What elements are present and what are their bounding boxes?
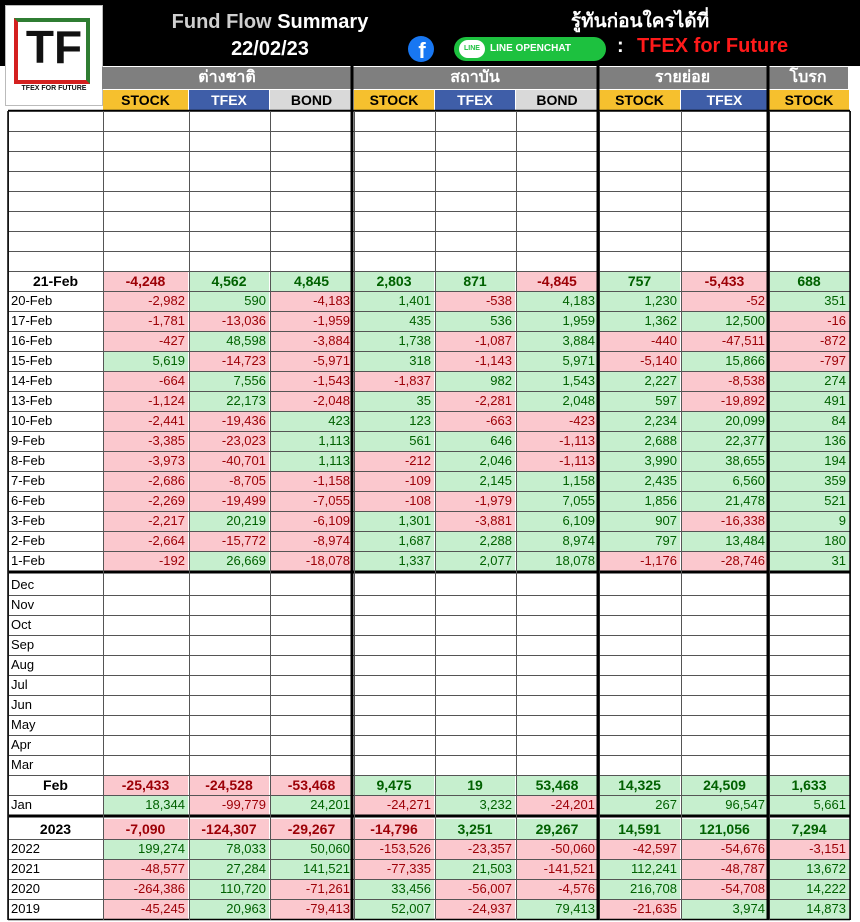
row-label: 8-Feb [11, 453, 45, 468]
row-label: 20-Feb [11, 293, 53, 308]
value-cell: -40,701 [189, 451, 269, 471]
value-cell: -538 [435, 291, 515, 311]
value-cell: 7,294 [769, 819, 849, 839]
value-cell: -2,982 [103, 291, 188, 311]
value-cell: -427 [103, 331, 188, 351]
value-cell: 6,109 [516, 511, 598, 531]
value-cell: 12,500 [681, 311, 768, 331]
value-cell: 797 [599, 531, 680, 551]
facebook-icon[interactable] [400, 35, 442, 63]
value-cell: -2,217 [103, 511, 188, 531]
value-cell: -16 [769, 311, 849, 331]
value-cell: 15,866 [681, 351, 768, 371]
value-cell: 8,974 [516, 531, 598, 551]
value-cell: 2,145 [435, 471, 515, 491]
value-cell: 53,468 [516, 775, 598, 795]
value-cell: -3,884 [270, 331, 353, 351]
value-cell: 141,521 [270, 859, 353, 879]
value-cell: 123 [354, 411, 434, 431]
value-cell: 5,661 [769, 795, 849, 815]
column-header: STOCK [599, 90, 680, 110]
value-cell: 20,219 [189, 511, 269, 531]
value-cell: 14,222 [769, 879, 849, 899]
value-cell: 20,099 [681, 411, 768, 431]
value-cell: 84 [769, 411, 849, 431]
logo [5, 5, 103, 106]
value-cell: -6,109 [270, 511, 353, 531]
column-header: TFEX [189, 90, 269, 110]
value-cell: -1,781 [103, 311, 188, 331]
value-cell: -1,837 [354, 371, 434, 391]
value-cell: -264,386 [103, 879, 188, 899]
column-header: BOND [270, 90, 353, 110]
value-cell: -8,974 [270, 531, 353, 551]
row-label: 3-Feb [11, 513, 45, 528]
value-cell: -5,971 [270, 351, 353, 371]
value-cell: -872 [769, 331, 849, 351]
value-cell: 180 [769, 531, 849, 551]
value-cell: -1,113 [516, 431, 598, 451]
channel-name: TFEX for Future [637, 35, 789, 57]
value-cell: 2,288 [435, 531, 515, 551]
row-label: 17-Feb [11, 313, 53, 328]
value-cell: 199,274 [103, 839, 188, 859]
column-header: TFEX [435, 90, 515, 110]
value-cell: 4,183 [516, 291, 598, 311]
value-cell: 33,456 [354, 879, 434, 899]
value-cell: 79,413 [516, 899, 598, 919]
row-label: Oct [11, 617, 32, 632]
value-cell: -79,413 [270, 899, 353, 919]
value-cell: -2,048 [270, 391, 353, 411]
row-label: Nov [11, 597, 35, 612]
value-cell: 521 [769, 491, 849, 511]
value-cell: -2,686 [103, 471, 188, 491]
value-cell: 7,055 [516, 491, 598, 511]
value-cell: -28,746 [681, 551, 768, 571]
value-cell: 52,007 [354, 899, 434, 919]
value-cell: -7,055 [270, 491, 353, 511]
row-label: May [11, 717, 36, 732]
value-cell: 7,556 [189, 371, 269, 391]
value-cell: 24,509 [681, 775, 768, 795]
value-cell: -1,959 [270, 311, 353, 331]
value-cell: 1,113 [270, 431, 353, 451]
value-cell: 3,990 [599, 451, 680, 471]
value-cell: 1,230 [599, 291, 680, 311]
value-cell: -124,307 [189, 819, 269, 839]
row-label: 15-Feb [11, 353, 53, 368]
value-cell: 2,077 [435, 551, 515, 571]
value-cell: -42,597 [599, 839, 680, 859]
row-label: 16-Feb [11, 333, 53, 348]
value-cell: -141,521 [516, 859, 598, 879]
value-cell: 31 [769, 551, 849, 571]
column-header: STOCK [354, 90, 434, 110]
group-header: โบรก [768, 67, 848, 89]
value-cell: 3,884 [516, 331, 598, 351]
value-cell: 597 [599, 391, 680, 411]
row-label: 2020 [11, 881, 40, 896]
header-bar [0, 0, 860, 66]
row-label: 13-Feb [11, 393, 53, 408]
value-cell: -23,357 [435, 839, 515, 859]
value-cell: -23,023 [189, 431, 269, 451]
value-cell: -21,635 [599, 899, 680, 919]
group-header: รายย่อย [598, 67, 767, 89]
report-date: 22/02/23 [231, 38, 309, 60]
value-cell: -99,779 [189, 795, 269, 815]
line-icon: LINE [459, 40, 485, 58]
value-cell: -47,511 [681, 331, 768, 351]
value-cell: 359 [769, 471, 849, 491]
value-cell: -2,441 [103, 411, 188, 431]
value-cell: -663 [435, 411, 515, 431]
value-cell: -4,576 [516, 879, 598, 899]
value-cell: -24,201 [516, 795, 598, 815]
value-cell: -16,338 [681, 511, 768, 531]
value-cell: 536 [435, 311, 515, 331]
value-cell: 216,708 [599, 879, 680, 899]
value-cell: -212 [354, 451, 434, 471]
value-cell: -1,087 [435, 331, 515, 351]
row-label: Sep [11, 637, 35, 652]
group-header: ต่างชาติ [102, 67, 352, 89]
value-cell: 1,362 [599, 311, 680, 331]
row-label: 10-Feb [11, 413, 53, 428]
value-cell: 757 [599, 271, 680, 291]
value-cell: 1,158 [516, 471, 598, 491]
value-cell: 4,845 [270, 271, 353, 291]
value-cell: -2,269 [103, 491, 188, 511]
value-cell: 4,562 [189, 271, 269, 291]
value-cell: 9,475 [354, 775, 434, 795]
value-cell: -52 [681, 291, 768, 311]
value-cell: 1,687 [354, 531, 434, 551]
value-cell: 22,173 [189, 391, 269, 411]
value-cell: 18,078 [516, 551, 598, 571]
value-cell: 1,401 [354, 291, 434, 311]
value-cell: -3,881 [435, 511, 515, 531]
value-cell: -1,158 [270, 471, 353, 491]
row-label: 2023 [39, 821, 72, 837]
value-cell: 491 [769, 391, 849, 411]
value-cell: 318 [354, 351, 434, 371]
row-label: 2019 [11, 901, 40, 916]
value-cell: -440 [599, 331, 680, 351]
value-cell: 646 [435, 431, 515, 451]
line-openchat-button[interactable]: LINE LINE OPENCHAT [454, 37, 606, 61]
column-header: TFEX [681, 90, 768, 110]
value-cell: 907 [599, 511, 680, 531]
value-cell: 2,234 [599, 411, 680, 431]
value-cell: -1,176 [599, 551, 680, 571]
value-cell: 871 [435, 271, 515, 291]
value-cell: 96,547 [681, 795, 768, 815]
column-header: BOND [516, 90, 598, 110]
svg-text:f: f [418, 38, 426, 63]
value-cell: -1,143 [435, 351, 515, 371]
row-label: Feb [43, 777, 68, 793]
value-cell: 18,344 [103, 795, 188, 815]
group-header: สถาบัน [353, 67, 597, 89]
value-cell: 1,543 [516, 371, 598, 391]
row-label: Aug [11, 657, 35, 672]
value-cell: 6,560 [681, 471, 768, 491]
value-cell: -13,036 [189, 311, 269, 331]
value-cell: 50,060 [270, 839, 353, 859]
value-cell: -1,979 [435, 491, 515, 511]
value-cell: 21,478 [681, 491, 768, 511]
value-cell: -2,281 [435, 391, 515, 411]
value-cell: 1,301 [354, 511, 434, 531]
value-cell: 5,619 [103, 351, 188, 371]
colon-separator: : [617, 35, 624, 57]
tagline: รู้ทันก่อนใครได้ที่ [570, 11, 710, 32]
row-label: 14-Feb [11, 373, 53, 388]
value-cell: -3,151 [769, 839, 849, 859]
value-cell: 2,048 [516, 391, 598, 411]
value-cell: -4,183 [270, 291, 353, 311]
value-cell: 423 [270, 411, 353, 431]
value-cell: -664 [103, 371, 188, 391]
value-cell: 21,503 [435, 859, 515, 879]
value-cell: -48,787 [681, 859, 768, 879]
value-cell: 1,633 [769, 775, 849, 795]
value-cell: -53,468 [270, 775, 353, 795]
row-label: 1-Feb [11, 553, 45, 568]
value-cell: -19,436 [189, 411, 269, 431]
value-cell: -3,973 [103, 451, 188, 471]
value-cell: -15,772 [189, 531, 269, 551]
value-cell: -797 [769, 351, 849, 371]
value-cell: 688 [769, 271, 849, 291]
value-cell: 3,232 [435, 795, 515, 815]
value-cell: -1,543 [270, 371, 353, 391]
value-cell: 110,720 [189, 879, 269, 899]
value-cell: 121,056 [681, 819, 768, 839]
value-cell: 1,738 [354, 331, 434, 351]
row-label: 2022 [11, 841, 40, 856]
row-label: Jul [11, 677, 28, 692]
value-cell: -4,248 [103, 271, 188, 291]
value-cell: 2,435 [599, 471, 680, 491]
value-cell: 24,201 [270, 795, 353, 815]
row-label: Jan [11, 797, 32, 812]
value-cell: 22,377 [681, 431, 768, 451]
value-cell: -71,261 [270, 879, 353, 899]
row-label: 21-Feb [32, 273, 79, 289]
value-cell: -5,433 [681, 271, 768, 291]
row-label: 2021 [11, 861, 40, 876]
value-cell: 78,033 [189, 839, 269, 859]
report-title: Fund Flow Summary [171, 11, 369, 33]
value-cell: -56,007 [435, 879, 515, 899]
value-cell: -18,078 [270, 551, 353, 571]
value-cell: -48,577 [103, 859, 188, 879]
row-label: Jun [11, 697, 32, 712]
value-cell: 351 [769, 291, 849, 311]
value-cell: -5,140 [599, 351, 680, 371]
value-cell: -14,723 [189, 351, 269, 371]
row-label: 6-Feb [11, 493, 45, 508]
value-cell: -7,090 [103, 819, 188, 839]
value-cell: -54,708 [681, 879, 768, 899]
value-cell: 14,591 [599, 819, 680, 839]
value-cell: 194 [769, 451, 849, 471]
value-cell: 2,688 [599, 431, 680, 451]
value-cell: -8,538 [681, 371, 768, 391]
value-cell: 3,974 [681, 899, 768, 919]
row-label: Apr [11, 737, 32, 752]
value-cell: 26,669 [189, 551, 269, 571]
value-cell: -50,060 [516, 839, 598, 859]
row-label: Dec [11, 577, 35, 592]
value-cell: 13,484 [681, 531, 768, 551]
value-cell: 29,267 [516, 819, 598, 839]
value-cell: 2,227 [599, 371, 680, 391]
value-cell: -14,796 [354, 819, 434, 839]
value-cell: -4,845 [516, 271, 598, 291]
value-cell: 20,963 [189, 899, 269, 919]
value-cell: -19,892 [681, 391, 768, 411]
value-cell: -29,267 [270, 819, 353, 839]
value-cell: -2,664 [103, 531, 188, 551]
value-cell: 27,284 [189, 859, 269, 879]
value-cell: -24,937 [435, 899, 515, 919]
value-cell: -77,335 [354, 859, 434, 879]
column-header: STOCK [769, 90, 849, 110]
value-cell: 19 [435, 775, 515, 795]
logo-subtitle: TFEX FOR FUTURE [21, 85, 87, 92]
value-cell: -153,526 [354, 839, 434, 859]
row-label: 7-Feb [11, 473, 45, 488]
value-cell: 2,803 [354, 271, 434, 291]
value-cell: -423 [516, 411, 598, 431]
value-cell: -3,385 [103, 431, 188, 451]
value-cell: 14,325 [599, 775, 680, 795]
value-cell: -1,124 [103, 391, 188, 411]
value-cell: 267 [599, 795, 680, 815]
value-cell: -1,113 [516, 451, 598, 471]
value-cell: 38,655 [681, 451, 768, 471]
value-cell: 48,598 [189, 331, 269, 351]
value-cell: 1,856 [599, 491, 680, 511]
value-cell: 9 [769, 511, 849, 531]
value-cell: -8,705 [189, 471, 269, 491]
value-cell: -54,676 [681, 839, 768, 859]
value-cell: -108 [354, 491, 434, 511]
value-cell: -19,499 [189, 491, 269, 511]
value-cell: 2,046 [435, 451, 515, 471]
value-cell: 435 [354, 311, 434, 331]
value-cell: -45,245 [103, 899, 188, 919]
column-header: STOCK [103, 90, 188, 110]
logo-text: TF [25, 21, 83, 73]
value-cell: 1,337 [354, 551, 434, 571]
value-cell: 1,959 [516, 311, 598, 331]
value-cell: 3,251 [435, 819, 515, 839]
row-label: 9-Feb [11, 433, 45, 448]
value-cell: 13,672 [769, 859, 849, 879]
value-cell: 274 [769, 371, 849, 391]
value-cell: 1,113 [270, 451, 353, 471]
value-cell: -24,528 [189, 775, 269, 795]
value-cell: -192 [103, 551, 188, 571]
value-cell: 590 [189, 291, 269, 311]
value-cell: 14,873 [769, 899, 849, 919]
value-cell: -24,271 [354, 795, 434, 815]
value-cell: 136 [769, 431, 849, 451]
row-label: 2-Feb [11, 533, 45, 548]
value-cell: 5,971 [516, 351, 598, 371]
value-cell: 35 [354, 391, 434, 411]
value-cell: -109 [354, 471, 434, 491]
row-label: Mar [11, 757, 34, 772]
value-cell: 982 [435, 371, 515, 391]
value-cell: 561 [354, 431, 434, 451]
value-cell: 112,241 [599, 859, 680, 879]
value-cell: -25,433 [103, 775, 188, 795]
